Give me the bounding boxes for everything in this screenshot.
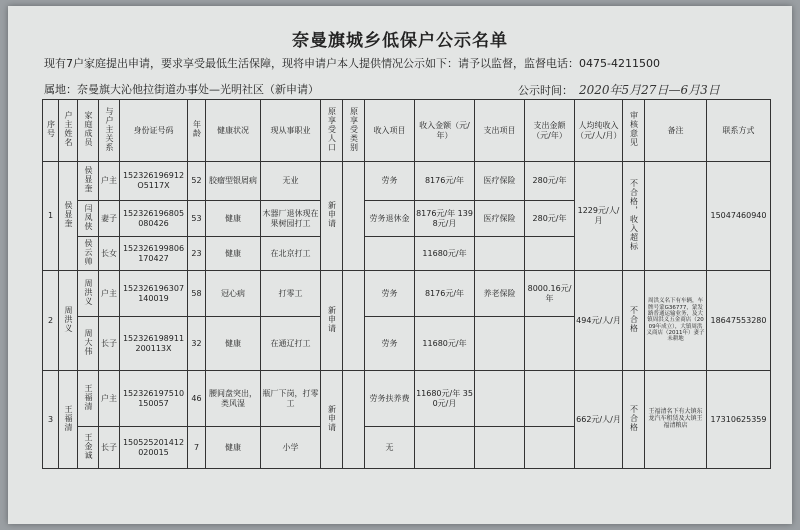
member-id: 150525201412020015: [120, 427, 188, 469]
member-job: 木器厂退休现在果树园打工: [261, 201, 321, 237]
table-row: [43, 371, 771, 427]
member-income-item: 劳务: [365, 317, 415, 371]
header-income-item: 收入项目: [365, 100, 415, 162]
family-seq: 2: [43, 271, 59, 371]
family-seq: 1: [43, 162, 59, 271]
notice-text: 现有7户家庭提出申请，要求享受最低生活保障，现将申请户本人提供情况公示如下：请予以监督，监督电话：0475-4211500: [44, 57, 660, 70]
member-expense-item: 养老保险: [475, 271, 525, 317]
family-review: 不合格: [623, 371, 645, 469]
member-age: 46: [188, 371, 206, 427]
header-contact: 联系方式: [707, 100, 771, 162]
family-head-name: 王福清: [59, 371, 78, 469]
member-expense-item: 医疗保险: [475, 201, 525, 237]
header-income-amt: 收入金额（元/年）: [415, 100, 475, 162]
member-health: 冠心病: [206, 271, 261, 317]
member-age: 53: [188, 201, 206, 237]
member-income-item: 劳务: [365, 271, 415, 317]
member-age: 7: [188, 427, 206, 469]
header-id: 身份证号码: [120, 100, 188, 162]
member-expense-item: 医疗保险: [475, 162, 525, 201]
header-expense-amt: 支出金额（元/年）: [525, 100, 575, 162]
header-percap: 人均纯收入（元/人/月）: [575, 100, 623, 162]
header-health: 健康状况: [206, 100, 261, 162]
family-percap: 662元/人/月: [575, 371, 623, 469]
header-seq: 序号: [43, 100, 59, 162]
member-id: 152326199806170427: [120, 237, 188, 271]
header-relation: 与户主关系: [99, 100, 120, 162]
member-income-item: 劳务: [365, 162, 415, 201]
table-row: [43, 162, 771, 201]
member-name: 王福清: [78, 371, 99, 427]
family-seq: 3: [43, 371, 59, 469]
member-expense-amt: [525, 317, 575, 371]
member-income-amt: 11680元/年: [415, 237, 475, 271]
member-job: 无业: [261, 162, 321, 201]
family-orig: 新申请: [321, 162, 343, 271]
member-name: 闫凤侠: [78, 201, 99, 237]
member-job: 小学: [261, 427, 321, 469]
family-remark: 周洪义名下有车辆，车牌号蒙G36777，蒙发路普通运输业务，及大镇周洪义五金商店（2009年成立），大镇周洪义商店（2011年）妻子未耕地: [645, 271, 707, 371]
member-age: 58: [188, 271, 206, 317]
member-age: 32: [188, 317, 206, 371]
member-health: 腰间盘突出，类风湿: [206, 371, 261, 427]
member-expense-item: [475, 371, 525, 427]
area-label: 属地：奈曼旗大沁他拉街道办事处—光明社区（新申请）: [44, 83, 319, 96]
member-income-item: [365, 237, 415, 271]
member-name: 王金诚: [78, 427, 99, 469]
member-expense-item: [475, 237, 525, 271]
member-id: 152326197510150057: [120, 371, 188, 427]
member-relation: 长子: [99, 317, 120, 371]
member-income-item: 劳务扶养费: [365, 371, 415, 427]
member-name: 侯显奎: [78, 162, 99, 201]
family-head-name: 周洪义: [59, 271, 78, 371]
document-title: 奈曼旗城乡低保户公示名单: [292, 31, 508, 51]
member-relation: 户主: [99, 271, 120, 317]
member-income-amt: [415, 427, 475, 469]
header-review: 审核意见: [623, 100, 645, 162]
document-sheet: [8, 6, 792, 524]
publish-time-handwritten: 2020年5月27日—6月3日: [579, 83, 720, 97]
member-health: 胶瘤型银屑病: [206, 162, 261, 201]
member-income-amt: 8176元/年 1398元/月: [415, 201, 475, 237]
member-job: 在通辽打工: [261, 317, 321, 371]
family-contact: 17310625359: [707, 371, 771, 469]
member-expense-amt: 8000.16元/年: [525, 271, 575, 317]
header-age: 年龄: [188, 100, 206, 162]
member-income-item: 无: [365, 427, 415, 469]
family-review: 不合格，收入超标: [623, 162, 645, 271]
family-percap: 1229元/人/月: [575, 162, 623, 271]
member-relation: 户主: [99, 371, 120, 427]
family-contact: 18647553280: [707, 271, 771, 371]
family-head-name: 侯显奎: [59, 162, 78, 271]
member-job: 瓶厂下岗，打零工: [261, 371, 321, 427]
member-health: 健康: [206, 237, 261, 271]
member-relation: 长子: [99, 427, 120, 469]
member-expense-amt: 280元/年: [525, 201, 575, 237]
header-remark: 备注: [645, 100, 707, 162]
member-expense-amt: 280元/年: [525, 162, 575, 201]
table-row: [43, 271, 771, 317]
member-income-amt: 8176元/年: [415, 162, 475, 201]
member-id: 152326196307140019: [120, 271, 188, 317]
table-header-row: [43, 100, 771, 162]
member-income-amt: 8176元/年: [415, 271, 475, 317]
member-id: 152326196805080426: [120, 201, 188, 237]
family-orig-cat: [343, 162, 365, 271]
header-expense-item: 支出项目: [475, 100, 525, 162]
publish-time: [518, 81, 720, 98]
member-id: 152326198911200113X: [120, 317, 188, 371]
header-orig: 原享受人口: [321, 100, 343, 162]
member-income-amt: 11680元/年: [415, 317, 475, 371]
member-expense-item: [475, 427, 525, 469]
member-relation: 户主: [99, 162, 120, 201]
member-age: 52: [188, 162, 206, 201]
family-orig: 新申请: [321, 371, 343, 469]
header-head-name: 户主姓名: [59, 100, 78, 162]
publish-time-label: 公示时间：: [518, 84, 573, 97]
member-income-amt: 11680元/年 350元/月: [415, 371, 475, 427]
member-expense-item: [475, 317, 525, 371]
member-expense-amt: [525, 371, 575, 427]
family-orig-cat: [343, 271, 365, 371]
family-orig: 新申请: [321, 271, 343, 371]
recipient-table: [42, 99, 771, 469]
family-remark: [645, 162, 707, 271]
member-expense-amt: [525, 237, 575, 271]
member-age: 23: [188, 237, 206, 271]
member-expense-amt: [525, 427, 575, 469]
member-health: 健康: [206, 201, 261, 237]
member-job: 在北京打工: [261, 237, 321, 271]
member-job: 打零工: [261, 271, 321, 317]
header-member: 家庭成员: [78, 100, 99, 162]
member-name: 周洪义: [78, 271, 99, 317]
member-relation: 妻子: [99, 201, 120, 237]
member-id: 152326196912O5117X: [120, 162, 188, 201]
family-contact: 15047460940: [707, 162, 771, 271]
member-health: 健康: [206, 317, 261, 371]
member-health: 健康: [206, 427, 261, 469]
member-name: 侯云帅: [78, 237, 99, 271]
member-relation: 长女: [99, 237, 120, 271]
family-remark: 王福清名下有大镇东龙汽车租赁及大镇王福清粮店: [645, 371, 707, 469]
member-name: 周大伟: [78, 317, 99, 371]
family-percap: 494元/人/月: [575, 271, 623, 371]
member-income-item: 劳务退休金: [365, 201, 415, 237]
header-orig-cat: 原享受类别: [343, 100, 365, 162]
family-orig-cat: [343, 371, 365, 469]
header-job: 现从事职业: [261, 100, 321, 162]
family-review: 不合格: [623, 271, 645, 371]
